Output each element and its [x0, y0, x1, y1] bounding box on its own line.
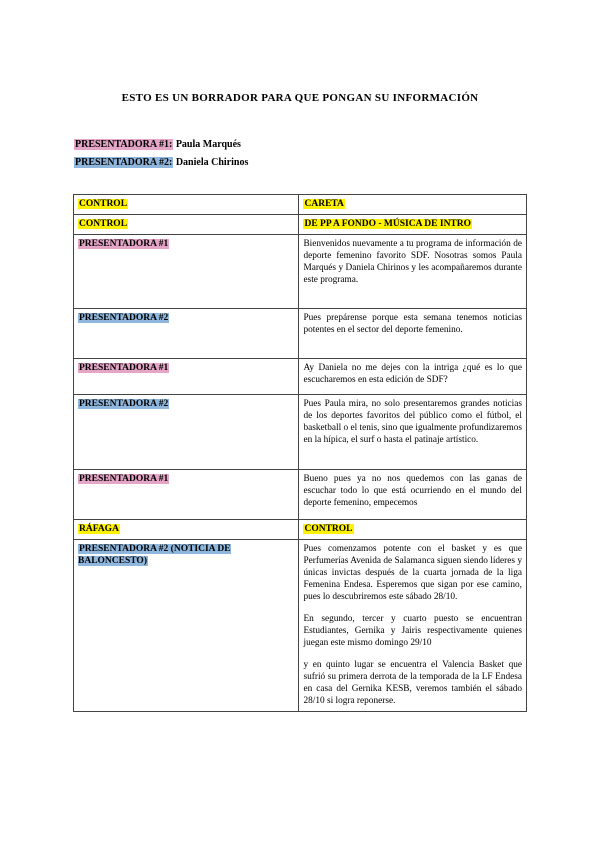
cue-label: DE PP A FONDO - MÚSICA DE INTRO [304, 219, 472, 229]
presenter-2-label: PRESENTADORA #2: [75, 157, 173, 168]
table-row [74, 470, 527, 520]
table-row [74, 215, 527, 235]
dialogue-text: Pues Paula mira, no solo presentaremos grandes noticias de los deportes favoritos del público como el fútbol, el basketball o el tenis, sino que igualmente profundizaremos en la hípica, el surf o hasta el patinaje artístico. [303, 399, 522, 445]
speaker-label: PRESENTADORA #1 [79, 474, 169, 484]
row-left-cell [74, 235, 299, 309]
speaker-label: PRESENTADORA #1 [79, 239, 169, 249]
document-title: ESTO ES UN BORRADOR PARA QUE PONGAN SU INFORMACIÓN [121, 92, 479, 104]
row-left-cell [74, 540, 299, 712]
cue-label: CONTROL [304, 524, 353, 534]
dialogue-text: Ay Daniela no me dejes con la intriga ¿qué es lo que escucharemos en esta edición de SDF? [303, 363, 522, 385]
table-row [74, 195, 527, 215]
row-right-cell [299, 470, 527, 520]
presenter-2-line [74, 157, 248, 168]
cue-label: CONTROL [79, 199, 128, 209]
row-right-cell [299, 520, 527, 540]
presenter-1-name: Paula Marqués [175, 139, 241, 150]
news-paragraph: En segundo, tercer y cuarto puesto se encuentran Estudiantes, Gernika y Jairis respectivamente quienes juegan este mismo domingo 29/10 [303, 614, 522, 648]
presenter-2-name: Daniela Chirinos [175, 157, 249, 168]
row-right-cell [299, 215, 527, 235]
row-left-cell [74, 359, 299, 395]
row-right-cell [299, 195, 527, 215]
speaker-label: PRESENTADORA #1 [79, 363, 169, 373]
row-right-cell [299, 359, 527, 395]
row-left-cell [74, 470, 299, 520]
row-right-cell [299, 235, 527, 309]
table-row [74, 540, 527, 712]
row-right-cell [299, 540, 527, 712]
script-table [73, 194, 527, 712]
dialogue-text: Pues prepárense porque esta semana tenemos noticias potentes en el sector del deporte femenino. [303, 313, 522, 335]
table-row [74, 520, 527, 540]
speaker-label: PRESENTADORA #2 (NOTICIA DE BALONCESTO) [78, 544, 231, 566]
row-left-cell [74, 309, 299, 359]
presenter-1-line [74, 139, 241, 150]
presenter-1-label: PRESENTADORA #1: [75, 139, 173, 150]
table-row [74, 309, 527, 359]
news-paragraph: y en quinto lugar se encuentra el Valencia Basket que sufrió su primera derrota de la temporada de la LF Endesa en casa del Gernika KESB, veremos también el sábado 28/10 si logra reponerse. [303, 660, 522, 706]
row-left-cell [74, 215, 299, 235]
news-body [303, 543, 522, 707]
cue-label: CARETA [304, 199, 344, 209]
dialogue-text: Bueno pues ya no nos quedemos con las ganas de escuchar todo lo que está ocurriendo en el mundo del deporte femenino, empecemos [303, 474, 522, 508]
row-right-cell [299, 309, 527, 359]
table-row [74, 359, 527, 395]
table-row [74, 395, 527, 470]
cue-label: CONTROL [79, 219, 128, 229]
row-left-cell [74, 395, 299, 470]
dialogue-text: Bienvenidos nuevamente a tu programa de información de deporte femenino favorito SDF. Nosotras somos Paula Marqués y Daniela Chirinos y les acompañaremos durante este programa. [303, 239, 522, 285]
row-right-cell [299, 395, 527, 470]
speaker-label: PRESENTADORA #2 [79, 399, 169, 409]
row-left-cell [74, 520, 299, 540]
table-row [74, 235, 527, 309]
speaker-label: PRESENTADORA #2 [79, 313, 169, 323]
news-paragraph: Pues comenzamos potente con el basket y es que Perfumerías Avenida de Salamanca siguen siendo líderes y únicas invictas después de la cuarta jornada de la liga Femenina Endesa. Esperemos que sigan por ese camino, pues lo descubriremos este sábado 28/10. [303, 544, 522, 602]
row-left-cell [74, 195, 299, 215]
cue-label: RÁFAGA [79, 524, 119, 534]
